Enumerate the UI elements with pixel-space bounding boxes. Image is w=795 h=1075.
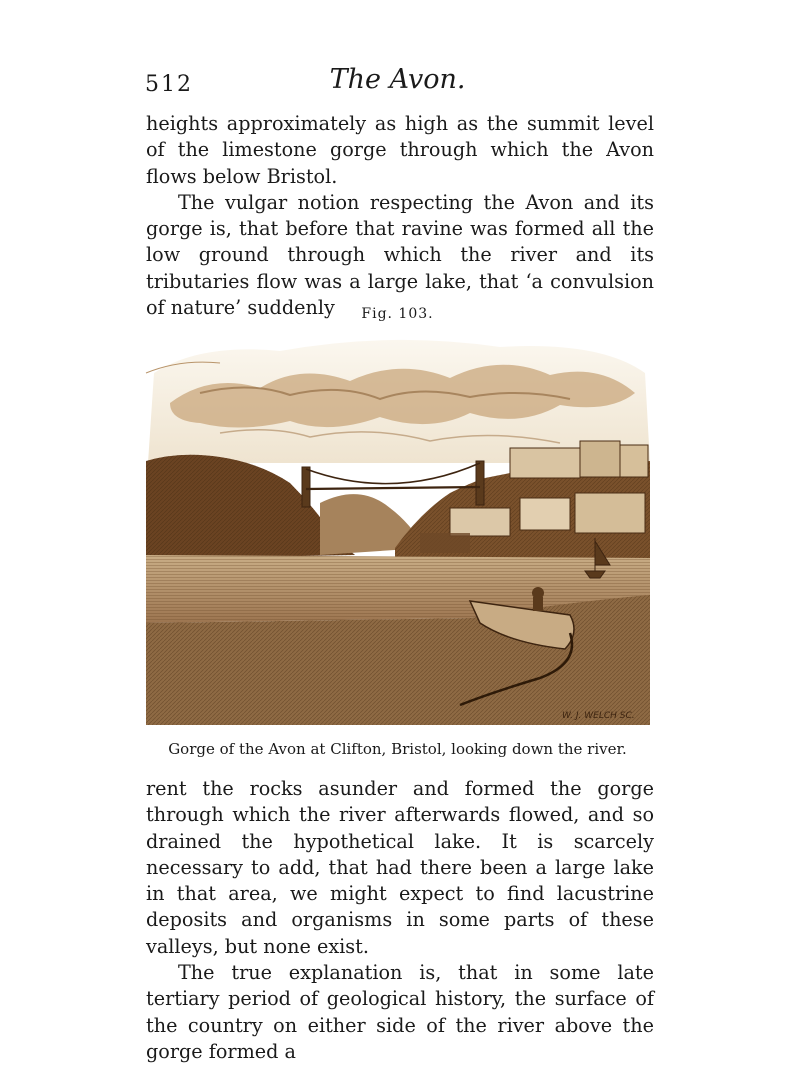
paragraph: heights approximately as high as the summit level of the limestone gorge through which the Avon flows below Bristol. bbox=[146, 112, 654, 188]
engraver-signature: W. J. WELCH SC. bbox=[562, 711, 635, 721]
paragraph: The vulgar notion respecting the Avon and its gorge is, that before that ravine was formed all the low ground through which the river and its tributaries flow was a large lake, that ‘a convulsion of nature’ suddenly bbox=[146, 190, 654, 320]
running-title: The Avon. bbox=[329, 64, 466, 95]
paragraph: The true explanation is, that in some late tertiary period of geological history, the surface of the country on either side of the river above the gorge formed a bbox=[146, 961, 654, 1063]
figure-label: Fig. 103. bbox=[361, 306, 434, 322]
body-text-bottom bbox=[146, 776, 654, 1065]
page-number: 512 bbox=[145, 72, 193, 97]
body-text-top bbox=[146, 111, 654, 321]
engraving-illustration bbox=[140, 333, 656, 735]
figure-caption: Gorge of the Avon at Clifton, Bristol, looking down the river. bbox=[168, 740, 627, 758]
paragraph: rent the rocks asunder and formed the gorge through which the river afterwards flowed, and so drained the hypothetical lake. It is scarcely necessary to add, that had there been a large lake in that area, we might expect to find lacustrine deposits and organisms in some parts of these valleys, but none exist. bbox=[146, 777, 654, 958]
